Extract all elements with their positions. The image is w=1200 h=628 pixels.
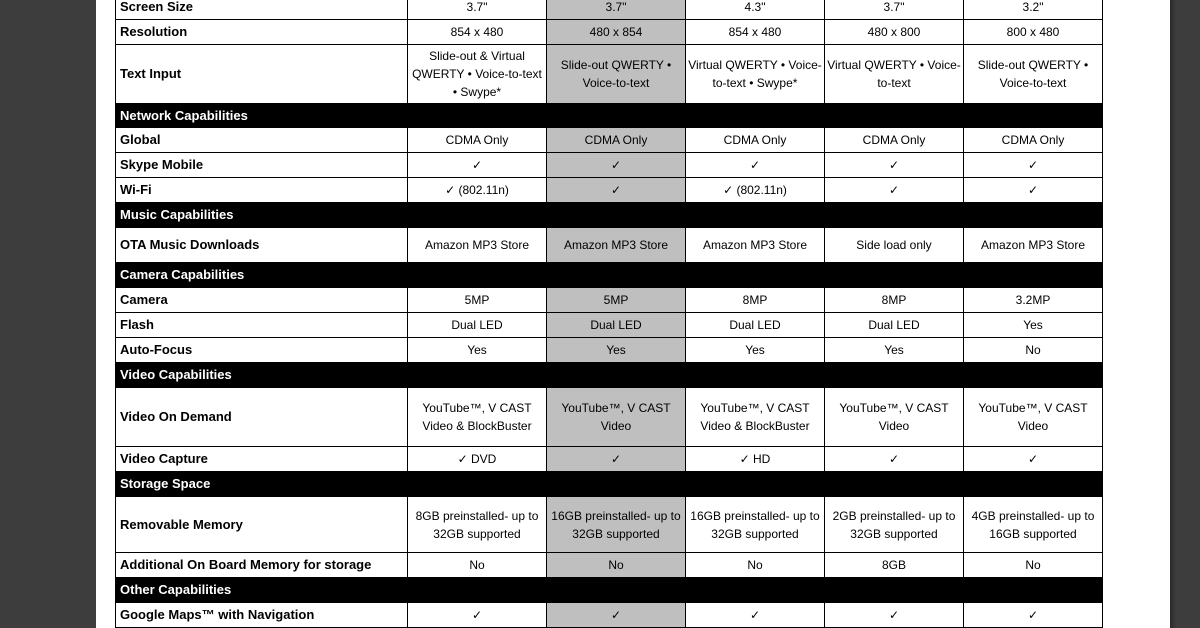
check-cell: ✓ [825,447,964,472]
table-cell: 8MP [686,288,825,313]
section-header [116,263,1103,288]
check-cell: ✓ [964,178,1103,203]
table-cell: Side load only [825,228,964,263]
check-cell: ✓ [964,447,1103,472]
check-cell: ✓ (802.11n) [686,178,825,203]
section-header [116,363,1103,388]
table-cell: YouTube™, V CAST Video [825,388,964,447]
table-cell: 854 x 480 [408,20,547,45]
table-cell: No [547,553,686,578]
row-label: Global [116,128,408,153]
table-cell: Dual LED [825,313,964,338]
check-cell: ✓ [408,603,547,628]
table-row [116,153,1103,178]
check-cell: ✓ (802.11n) [408,178,547,203]
table-cell: 2GB preinstalled- up to 32GB supported [825,497,964,553]
table-cell: CDMA Only [686,128,825,153]
row-label: Google Maps™ with Navigation [116,603,408,628]
table-cell: Virtual QWERTY • Voice-to-text [825,45,964,104]
section-header [116,472,1103,497]
table-cell: 5MP [547,288,686,313]
table-row [116,313,1103,338]
table-cell: Yes [547,338,686,363]
table-cell: 480 x 854 [547,20,686,45]
check-cell: ✓ [547,178,686,203]
row-label: Camera [116,288,408,313]
row-label: Auto-Focus [116,338,408,363]
row-label: Wi-Fi [116,178,408,203]
table-cell: No [964,553,1103,578]
table-cell: CDMA Only [964,128,1103,153]
table-cell: 3.7" [547,0,686,20]
table-row [116,497,1103,553]
check-cell: ✓ [964,603,1103,628]
table-row [116,20,1103,45]
table-cell: 8GB preinstalled- up to 32GB supported [408,497,547,553]
table-cell: Yes [964,313,1103,338]
page-edge-shadow [1170,0,1176,628]
check-cell: ✓ [547,153,686,178]
spec-comparison-table [115,0,1103,628]
check-cell: ✓ [964,153,1103,178]
table-cell: 4GB preinstalled- up to 16GB supported [964,497,1103,553]
table-cell: 5MP [408,288,547,313]
table-cell: 8GB [825,553,964,578]
table-row [116,178,1103,203]
row-label: Video Capture [116,447,408,472]
table-cell: YouTube™, V CAST Video [964,388,1103,447]
table-row [116,338,1103,363]
section-title: Video Capabilities [116,363,1103,388]
table-row [116,288,1103,313]
row-label: Removable Memory [116,497,408,553]
check-cell: ✓ [825,603,964,628]
table-cell: YouTube™, V CAST Video & BlockBuster [408,388,547,447]
check-cell: ✓ [408,153,547,178]
table-cell: YouTube™, V CAST Video [547,388,686,447]
table-cell: Dual LED [547,313,686,338]
table-row [116,388,1103,447]
row-label: Additional On Board Memory for storage [116,553,408,578]
table-row [116,128,1103,153]
table-row [116,45,1103,104]
table-cell: YouTube™, V CAST Video & BlockBuster [686,388,825,447]
check-cell: ✓ [825,153,964,178]
table-row [116,0,1103,20]
section-title: Camera Capabilities [116,263,1103,288]
table-cell: CDMA Only [825,128,964,153]
section-header [116,104,1103,128]
table-cell: 16GB preinstalled- up to 32GB supported [686,497,825,553]
table-cell: No [686,553,825,578]
table-cell: Amazon MP3 Store [686,228,825,263]
table-cell: Virtual QWERTY • Voice-to-text • Swype* [686,45,825,104]
table-cell: Slide-out QWERTY • Voice-to-text [964,45,1103,104]
section-title: Storage Space [116,472,1103,497]
table-cell: Dual LED [686,313,825,338]
check-cell: ✓ DVD [408,447,547,472]
row-label: Skype Mobile [116,153,408,178]
check-cell: ✓ [825,178,964,203]
table-cell: Slide-out & Virtual QWERTY • Voice-to-text • Swype* [408,45,547,104]
table-cell: Amazon MP3 Store [547,228,686,263]
check-cell: ✓ [686,153,825,178]
row-label: Screen Size [116,0,408,20]
table-cell: 3.7" [408,0,547,20]
row-label: Text Input [116,45,408,104]
section-header [116,578,1103,603]
table-cell: Amazon MP3 Store [964,228,1103,263]
table-cell: Yes [686,338,825,363]
row-label: Flash [116,313,408,338]
table-cell: Yes [825,338,964,363]
row-label: OTA Music Downloads [116,228,408,263]
table-cell: No [408,553,547,578]
table-cell: No [964,338,1103,363]
table-cell: 16GB preinstalled- up to 32GB supported [547,497,686,553]
table-cell: 3.7" [825,0,964,20]
table-cell: CDMA Only [408,128,547,153]
table-cell: 800 x 480 [964,20,1103,45]
table-cell: Slide-out QWERTY • Voice-to-text [547,45,686,104]
section-title: Other Capabilities [116,578,1103,603]
table-cell: 8MP [825,288,964,313]
check-cell: ✓ [547,603,686,628]
table-cell: CDMA Only [547,128,686,153]
table-cell: Yes [408,338,547,363]
table-cell: 4.3" [686,0,825,20]
table-cell: Amazon MP3 Store [408,228,547,263]
table-row [116,553,1103,578]
check-cell: ✓ HD [686,447,825,472]
section-header [116,203,1103,228]
table-row [116,228,1103,263]
table-cell: 854 x 480 [686,20,825,45]
section-title: Network Capabilities [116,104,1103,128]
document-page [96,0,1170,628]
row-label: Video On Demand [116,388,408,447]
table-cell: 3.2MP [964,288,1103,313]
section-title: Music Capabilities [116,203,1103,228]
table-row [116,603,1103,628]
table-cell: 480 x 800 [825,20,964,45]
table-cell: Dual LED [408,313,547,338]
row-label: Resolution [116,20,408,45]
table-cell: 3.2" [964,0,1103,20]
table-row [116,447,1103,472]
check-cell: ✓ [547,447,686,472]
check-cell: ✓ [686,603,825,628]
